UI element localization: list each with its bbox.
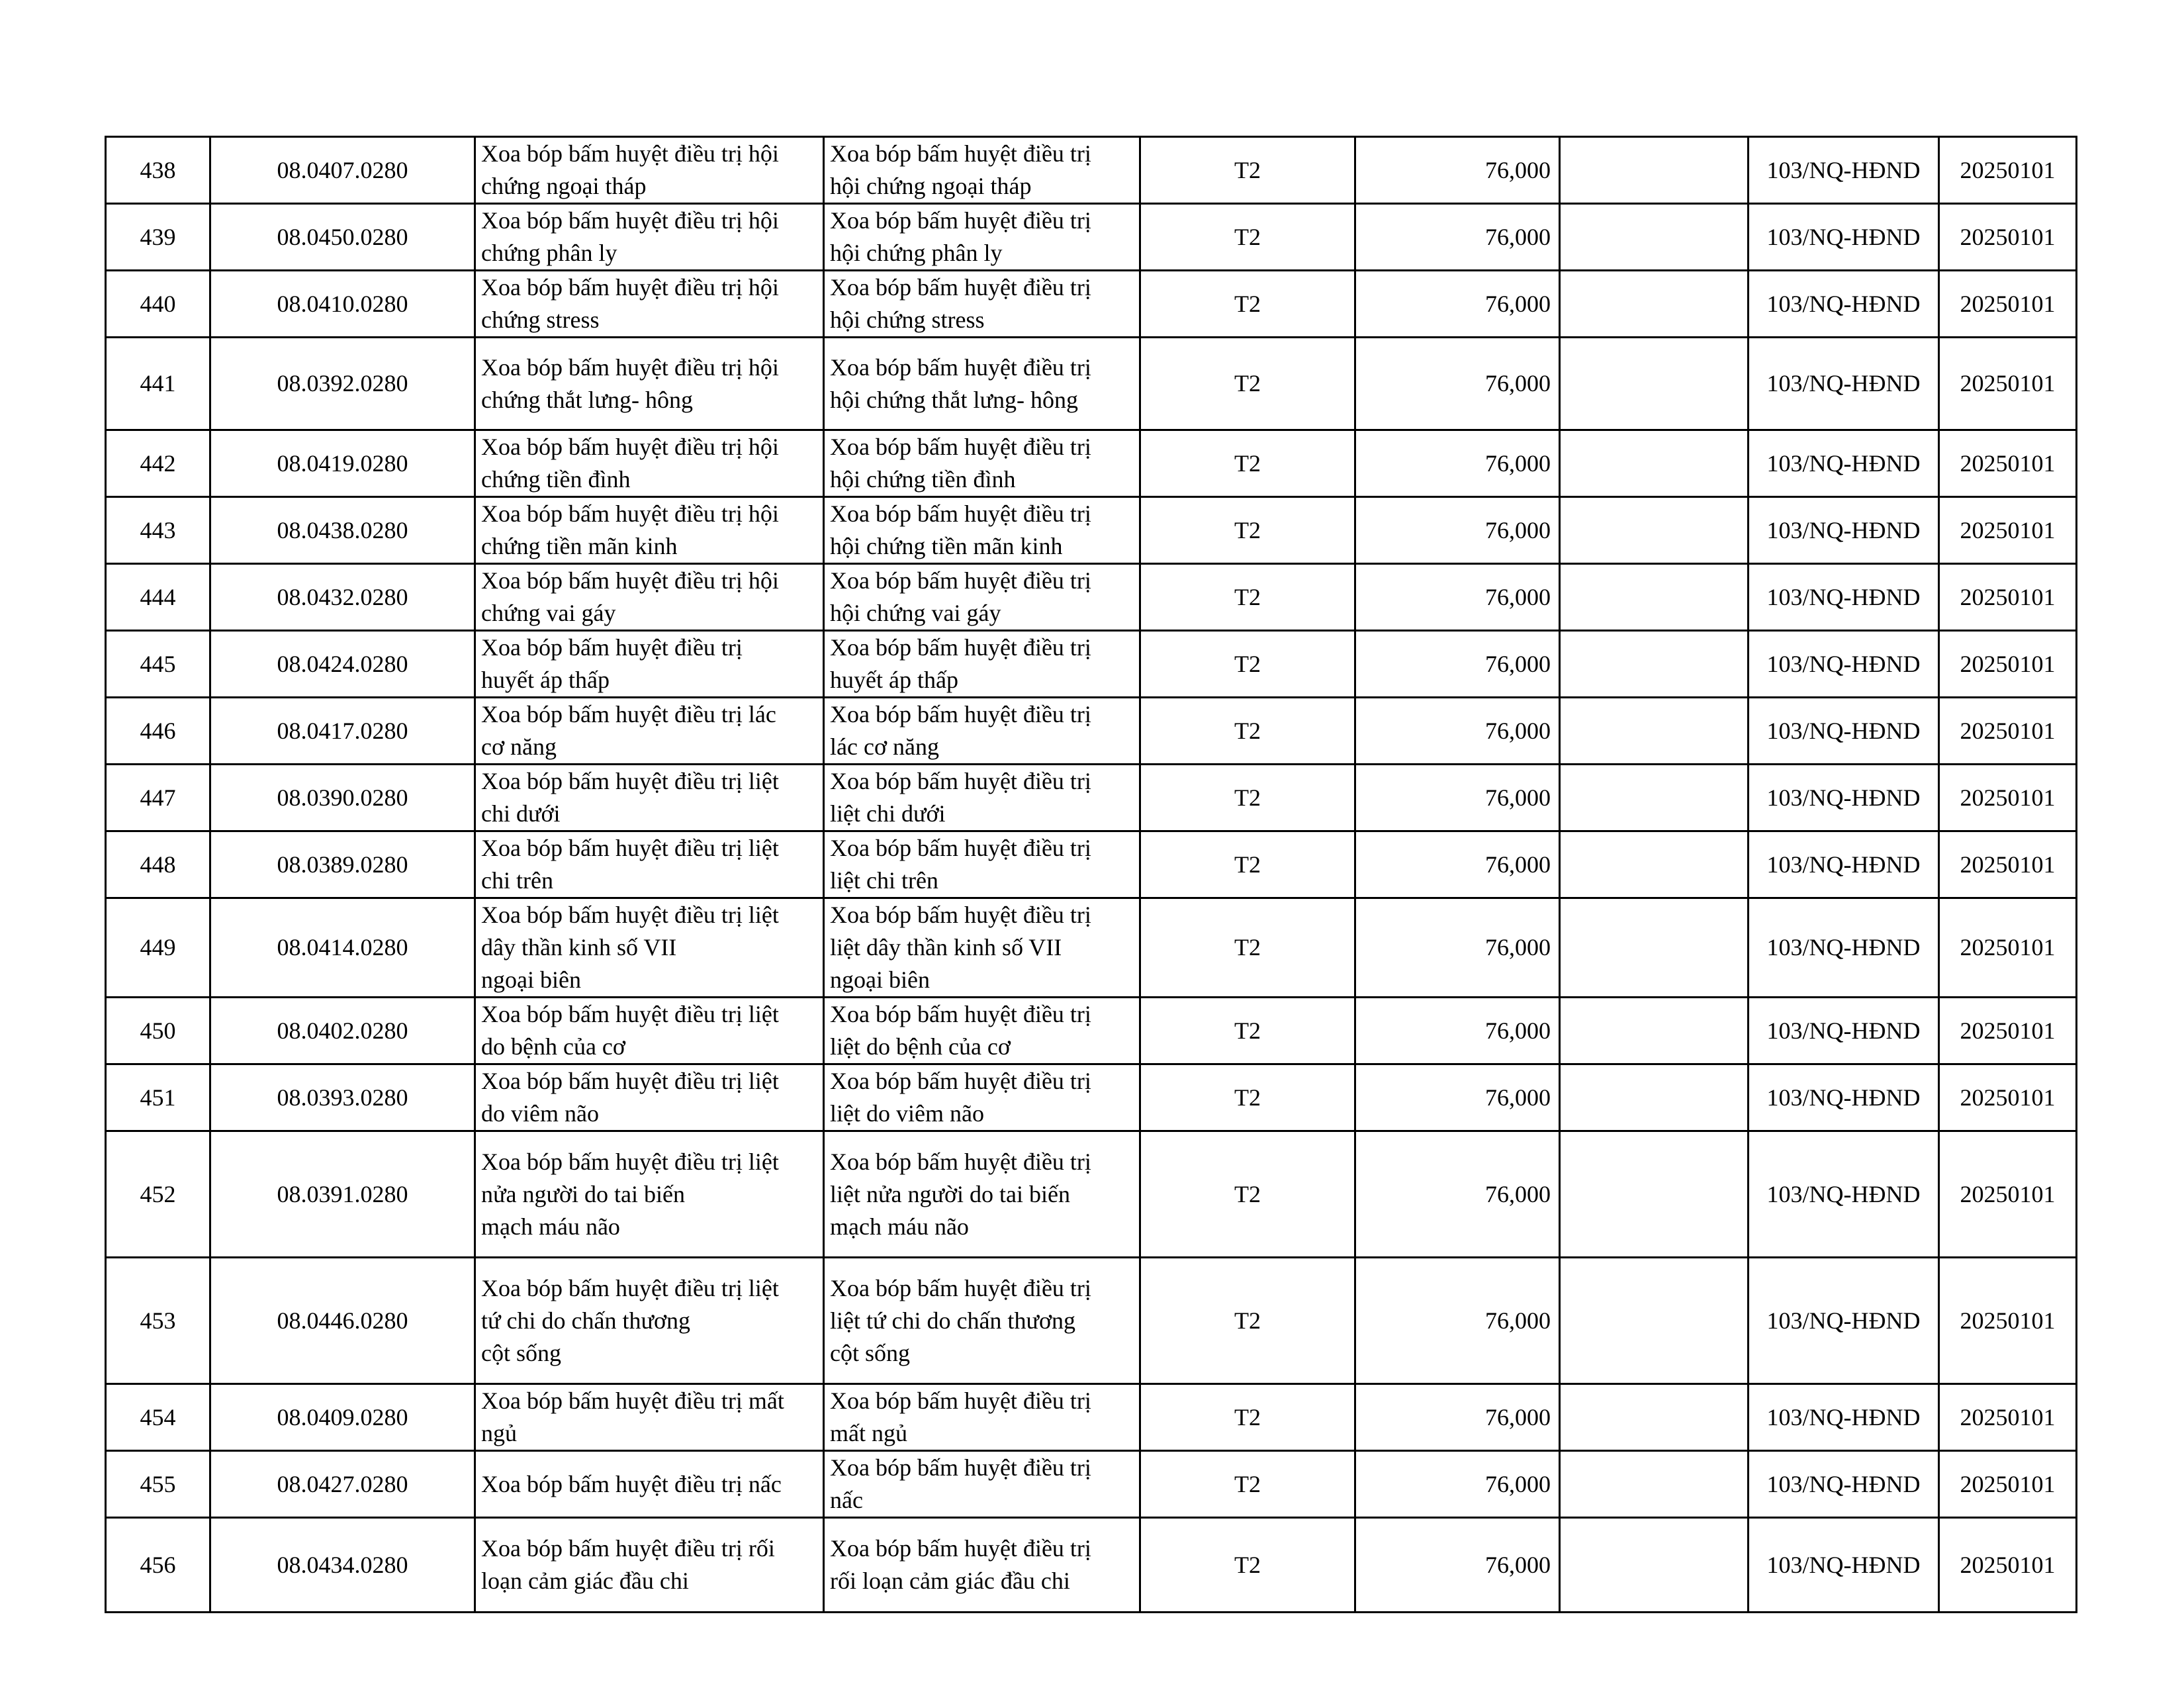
row-number: 439: [106, 204, 210, 271]
decision-number: 103/NQ-HĐND: [1749, 698, 1939, 765]
service-name: Xoa bóp bấm huyệt điều trị liệt nửa người do tai biến mạch máu não: [475, 1131, 824, 1258]
service-name-approved: Xoa bóp bấm huyệt điều trị lác cơ năng: [824, 698, 1140, 765]
service-grade: T2: [1140, 338, 1355, 430]
service-grade: T2: [1140, 497, 1355, 564]
decision-number: 103/NQ-HĐND: [1749, 137, 1939, 204]
service-name: Xoa bóp bấm huyệt điều trị mất ngủ: [475, 1384, 824, 1451]
service-grade: T2: [1140, 898, 1355, 998]
table-row: [106, 998, 2077, 1064]
row-number: 453: [106, 1258, 210, 1384]
service-name-approved: Xoa bóp bấm huyệt điều trị rối loạn cảm giác đầu chi: [824, 1518, 1140, 1613]
row-number: 454: [106, 1384, 210, 1451]
table-row: [106, 271, 2077, 338]
service-price: 76,000: [1355, 137, 1560, 204]
decision-number: 103/NQ-HĐND: [1749, 564, 1939, 631]
table-row: [106, 765, 2077, 831]
note: [1560, 898, 1749, 998]
service-name-approved: Xoa bóp bấm huyệt điều trị liệt do bệnh của cơ: [824, 998, 1140, 1064]
table-row: [106, 564, 2077, 631]
note: [1560, 1258, 1749, 1384]
effective-date: 20250101: [1939, 631, 2077, 698]
service-price: 76,000: [1355, 631, 1560, 698]
table-row: [106, 430, 2077, 497]
note: [1560, 765, 1749, 831]
service-price: 76,000: [1355, 1518, 1560, 1613]
service-price: 76,000: [1355, 497, 1560, 564]
service-code: 08.0407.0280: [210, 137, 475, 204]
note: [1560, 1064, 1749, 1131]
decision-number: 103/NQ-HĐND: [1749, 831, 1939, 898]
note: [1560, 271, 1749, 338]
service-name: Xoa bóp bấm huyệt điều trị hội chứng tiền đình: [475, 430, 824, 497]
effective-date: 20250101: [1939, 137, 2077, 204]
service-grade: T2: [1140, 1451, 1355, 1518]
service-price: 76,000: [1355, 271, 1560, 338]
service-name-approved: Xoa bóp bấm huyệt điều trị liệt tứ chi do chấn thương cột sống: [824, 1258, 1140, 1384]
service-code: 08.0414.0280: [210, 898, 475, 998]
effective-date: 20250101: [1939, 204, 2077, 271]
service-price: 76,000: [1355, 1258, 1560, 1384]
service-grade: T2: [1140, 998, 1355, 1064]
service-name: Xoa bóp bấm huyệt điều trị hội chứng thắt lưng- hông: [475, 338, 824, 430]
note: [1560, 430, 1749, 497]
service-name-approved: Xoa bóp bấm huyệt điều trị hội chứng tiền đình: [824, 430, 1140, 497]
service-code: 08.0450.0280: [210, 204, 475, 271]
service-price: 76,000: [1355, 204, 1560, 271]
note: [1560, 698, 1749, 765]
decision-number: 103/NQ-HĐND: [1749, 338, 1939, 430]
note: [1560, 631, 1749, 698]
service-code: 08.0446.0280: [210, 1258, 475, 1384]
service-name-approved: Xoa bóp bấm huyệt điều trị liệt do viêm não: [824, 1064, 1140, 1131]
row-number: 447: [106, 765, 210, 831]
decision-number: 103/NQ-HĐND: [1749, 1258, 1939, 1384]
service-name: Xoa bóp bấm huyệt điều trị nấc: [475, 1451, 824, 1518]
row-number: 442: [106, 430, 210, 497]
service-code: 08.0389.0280: [210, 831, 475, 898]
service-price: 76,000: [1355, 698, 1560, 765]
table-row: [106, 631, 2077, 698]
table-row: [106, 698, 2077, 765]
service-price: 76,000: [1355, 338, 1560, 430]
service-name-approved: Xoa bóp bấm huyệt điều trị liệt chi dưới: [824, 765, 1140, 831]
table-body: [106, 137, 2077, 1613]
decision-number: 103/NQ-HĐND: [1749, 430, 1939, 497]
effective-date: 20250101: [1939, 998, 2077, 1064]
note: [1560, 1131, 1749, 1258]
service-price: 76,000: [1355, 898, 1560, 998]
row-number: 449: [106, 898, 210, 998]
service-name-approved: Xoa bóp bấm huyệt điều trị nấc: [824, 1451, 1140, 1518]
row-number: 456: [106, 1518, 210, 1613]
service-name-approved: Xoa bóp bấm huyệt điều trị hội chứng phân ly: [824, 204, 1140, 271]
table-row: [106, 1131, 2077, 1258]
decision-number: 103/NQ-HĐND: [1749, 765, 1939, 831]
service-code: 08.0393.0280: [210, 1064, 475, 1131]
decision-number: 103/NQ-HĐND: [1749, 1131, 1939, 1258]
decision-number: 103/NQ-HĐND: [1749, 898, 1939, 998]
service-name: Xoa bóp bấm huyệt điều trị hội chứng vai gáy: [475, 564, 824, 631]
service-name-approved: Xoa bóp bấm huyệt điều trị hội chứng thắt lưng- hông: [824, 338, 1140, 430]
row-number: 443: [106, 497, 210, 564]
row-number: 446: [106, 698, 210, 765]
effective-date: 20250101: [1939, 338, 2077, 430]
row-number: 450: [106, 998, 210, 1064]
service-code: 08.0424.0280: [210, 631, 475, 698]
service-code: 08.0419.0280: [210, 430, 475, 497]
service-code: 08.0417.0280: [210, 698, 475, 765]
table-row: [106, 1451, 2077, 1518]
service-grade: T2: [1140, 631, 1355, 698]
row-number: 455: [106, 1451, 210, 1518]
effective-date: 20250101: [1939, 564, 2077, 631]
note: [1560, 998, 1749, 1064]
service-name: Xoa bóp bấm huyệt điều trị liệt chi trên: [475, 831, 824, 898]
service-price: 76,000: [1355, 564, 1560, 631]
service-code: 08.0409.0280: [210, 1384, 475, 1451]
effective-date: 20250101: [1939, 1451, 2077, 1518]
row-number: 445: [106, 631, 210, 698]
row-number: 451: [106, 1064, 210, 1131]
service-name-approved: Xoa bóp bấm huyệt điều trị hội chứng vai gáy: [824, 564, 1140, 631]
table-row: [106, 338, 2077, 430]
decision-number: 103/NQ-HĐND: [1749, 1384, 1939, 1451]
service-grade: T2: [1140, 1384, 1355, 1451]
table-row: [106, 1258, 2077, 1384]
service-code: 08.0410.0280: [210, 271, 475, 338]
service-name: Xoa bóp bấm huyệt điều trị rối loạn cảm giác đầu chi: [475, 1518, 824, 1613]
decision-number: 103/NQ-HĐND: [1749, 271, 1939, 338]
row-number: 448: [106, 831, 210, 898]
decision-number: 103/NQ-HĐND: [1749, 1064, 1939, 1131]
table-row: [106, 1384, 2077, 1451]
note: [1560, 1384, 1749, 1451]
service-name: Xoa bóp bấm huyệt điều trị liệt chi dưới: [475, 765, 824, 831]
effective-date: 20250101: [1939, 898, 2077, 998]
row-number: 444: [106, 564, 210, 631]
service-name-approved: Xoa bóp bấm huyệt điều trị liệt dây thần kinh số VII ngoại biên: [824, 898, 1140, 998]
service-name: Xoa bóp bấm huyệt điều trị hội chứng stress: [475, 271, 824, 338]
service-price: 76,000: [1355, 1131, 1560, 1258]
note: [1560, 1451, 1749, 1518]
service-code: 08.0392.0280: [210, 338, 475, 430]
decision-number: 103/NQ-HĐND: [1749, 998, 1939, 1064]
row-number: 438: [106, 137, 210, 204]
effective-date: 20250101: [1939, 430, 2077, 497]
decision-number: 103/NQ-HĐND: [1749, 631, 1939, 698]
table-row: [106, 831, 2077, 898]
service-price: 76,000: [1355, 998, 1560, 1064]
note: [1560, 564, 1749, 631]
decision-number: 103/NQ-HĐND: [1749, 497, 1939, 564]
service-name: Xoa bóp bấm huyệt điều trị liệt do bệnh của cơ: [475, 998, 824, 1064]
service-name-approved: Xoa bóp bấm huyệt điều trị huyết áp thấp: [824, 631, 1140, 698]
price-table: [105, 136, 2077, 1613]
service-code: 08.0390.0280: [210, 765, 475, 831]
service-name-approved: Xoa bóp bấm huyệt điều trị hội chứng stress: [824, 271, 1140, 338]
service-name: Xoa bóp bấm huyệt điều trị liệt tứ chi do chấn thương cột sống: [475, 1258, 824, 1384]
decision-number: 103/NQ-HĐND: [1749, 1518, 1939, 1613]
row-number: 441: [106, 338, 210, 430]
table-row: [106, 1518, 2077, 1613]
service-grade: T2: [1140, 564, 1355, 631]
service-name: Xoa bóp bấm huyệt điều trị liệt do viêm não: [475, 1064, 824, 1131]
table-row: [106, 497, 2077, 564]
service-code: 08.0427.0280: [210, 1451, 475, 1518]
service-name: Xoa bóp bấm huyệt điều trị huyết áp thấp: [475, 631, 824, 698]
effective-date: 20250101: [1939, 1518, 2077, 1613]
table-row: [106, 1064, 2077, 1131]
service-code: 08.0391.0280: [210, 1131, 475, 1258]
service-name: Xoa bóp bấm huyệt điều trị hội chứng phân ly: [475, 204, 824, 271]
service-name: Xoa bóp bấm huyệt điều trị lác cơ năng: [475, 698, 824, 765]
service-price: 76,000: [1355, 765, 1560, 831]
table-row: [106, 204, 2077, 271]
service-name-approved: Xoa bóp bấm huyệt điều trị hội chứng ngoại tháp: [824, 137, 1140, 204]
decision-number: 103/NQ-HĐND: [1749, 204, 1939, 271]
effective-date: 20250101: [1939, 765, 2077, 831]
effective-date: 20250101: [1939, 1131, 2077, 1258]
service-grade: T2: [1140, 430, 1355, 497]
note: [1560, 1518, 1749, 1613]
service-price: 76,000: [1355, 831, 1560, 898]
row-number: 452: [106, 1131, 210, 1258]
service-name: Xoa bóp bấm huyệt điều trị hội chứng ngoại tháp: [475, 137, 824, 204]
service-grade: T2: [1140, 1064, 1355, 1131]
decision-number: 103/NQ-HĐND: [1749, 1451, 1939, 1518]
service-code: 08.0402.0280: [210, 998, 475, 1064]
service-grade: T2: [1140, 698, 1355, 765]
service-code: 08.0434.0280: [210, 1518, 475, 1613]
service-price: 76,000: [1355, 1451, 1560, 1518]
effective-date: 20250101: [1939, 497, 2077, 564]
service-name-approved: Xoa bóp bấm huyệt điều trị mất ngủ: [824, 1384, 1140, 1451]
note: [1560, 137, 1749, 204]
effective-date: 20250101: [1939, 698, 2077, 765]
effective-date: 20250101: [1939, 831, 2077, 898]
service-price: 76,000: [1355, 430, 1560, 497]
service-grade: T2: [1140, 271, 1355, 338]
service-grade: T2: [1140, 765, 1355, 831]
service-grade: T2: [1140, 1258, 1355, 1384]
service-grade: T2: [1140, 1131, 1355, 1258]
effective-date: 20250101: [1939, 1258, 2077, 1384]
note: [1560, 831, 1749, 898]
service-name: Xoa bóp bấm huyệt điều trị hội chứng tiền mãn kinh: [475, 497, 824, 564]
effective-date: 20250101: [1939, 271, 2077, 338]
note: [1560, 204, 1749, 271]
service-grade: T2: [1140, 137, 1355, 204]
note: [1560, 338, 1749, 430]
service-code: 08.0438.0280: [210, 497, 475, 564]
service-grade: T2: [1140, 1518, 1355, 1613]
service-name-approved: Xoa bóp bấm huyệt điều trị liệt nửa người do tai biến mạch máu não: [824, 1131, 1140, 1258]
service-name: Xoa bóp bấm huyệt điều trị liệt dây thần kinh số VII ngoại biên: [475, 898, 824, 998]
table-row: [106, 898, 2077, 998]
service-name-approved: Xoa bóp bấm huyệt điều trị liệt chi trên: [824, 831, 1140, 898]
service-grade: T2: [1140, 831, 1355, 898]
table-row: [106, 137, 2077, 204]
row-number: 440: [106, 271, 210, 338]
service-grade: T2: [1140, 204, 1355, 271]
note: [1560, 497, 1749, 564]
effective-date: 20250101: [1939, 1064, 2077, 1131]
service-price: 76,000: [1355, 1384, 1560, 1451]
effective-date: 20250101: [1939, 1384, 2077, 1451]
service-name-approved: Xoa bóp bấm huyệt điều trị hội chứng tiền mãn kinh: [824, 497, 1140, 564]
service-price: 76,000: [1355, 1064, 1560, 1131]
service-code: 08.0432.0280: [210, 564, 475, 631]
